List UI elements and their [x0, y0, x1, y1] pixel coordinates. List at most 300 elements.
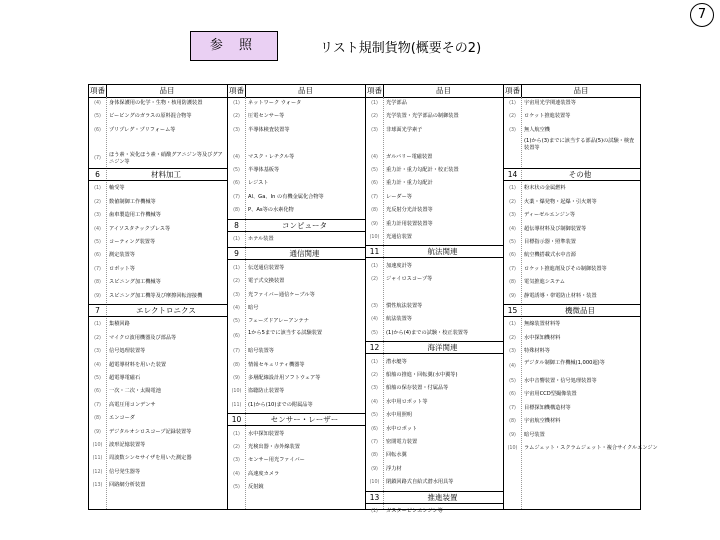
item-row — [504, 333, 640, 344]
item-row — [366, 192, 503, 203]
item-row — [366, 219, 503, 230]
reference-label-box: 参 照 — [190, 31, 278, 61]
item-row — [366, 152, 503, 163]
item-code: (2) — [94, 199, 101, 205]
item-row — [228, 429, 365, 440]
item-text: 重力計・重力勾配計・校正装置 — [386, 167, 459, 173]
item-row — [366, 205, 503, 216]
item-code: (1) — [371, 359, 378, 365]
item-text: デジタルオシロスコープ記録装置等 — [109, 428, 192, 435]
item-code: (8) — [233, 362, 240, 368]
item-code: (1) — [233, 237, 240, 242]
item-text: ロケット推進剤及びその制御装置等 — [524, 265, 607, 272]
item-text: フェーズドアレーアンテナ — [248, 318, 309, 325]
item-row — [366, 232, 503, 243]
item-text: 光反射分光計装置等 — [386, 207, 433, 214]
item-text: マスク・レチクル等 — [248, 153, 295, 160]
item-code: (5) — [233, 168, 240, 173]
category-row — [366, 341, 503, 354]
item-text: スピニング加工機械等 — [109, 279, 161, 286]
item-code: (8) — [371, 208, 378, 214]
column-header — [89, 85, 227, 98]
item-code: (5) — [509, 240, 516, 245]
item-row — [228, 303, 365, 314]
item-text: 水中用照明 — [386, 412, 412, 419]
item-row — [89, 427, 227, 438]
item-code: (10) — [231, 389, 242, 395]
item-code: (1) — [233, 101, 240, 106]
item-row — [504, 98, 640, 109]
category-row — [89, 168, 227, 181]
item-row — [89, 346, 227, 357]
page-number-badge: 7 — [690, 3, 714, 27]
item-code: (4) — [94, 362, 101, 368]
item-row — [504, 183, 640, 194]
item-row — [228, 442, 365, 453]
item-text: 半導体基板等 — [248, 167, 280, 173]
item-row — [504, 125, 640, 136]
item-text: その他 — [568, 170, 592, 179]
item-text: 航空機搭載式水中音源 — [524, 252, 576, 259]
item-code: (6) — [233, 181, 240, 187]
item-row — [89, 224, 227, 235]
item-text: デジタル制御工作機械(1,000超)等 — [524, 359, 605, 366]
item-row — [366, 370, 503, 381]
item-code: (13) — [92, 483, 103, 489]
item-code: (4) — [233, 154, 240, 160]
header-item-number: 項番 — [367, 86, 382, 95]
item-row — [366, 111, 503, 122]
page-title: リスト規制貨物(概要その2) — [320, 41, 482, 56]
item-text: 身体保護用の化学・生物・核用防護装置 — [109, 100, 203, 106]
item-text: ロボット等 — [109, 265, 135, 272]
item-text: 光学部品 — [386, 100, 407, 106]
item-text: 密閉電力装置 — [386, 439, 418, 445]
item-text: 周波数シンセサイザを用いた測定器 — [109, 455, 192, 462]
item-code: (3) — [509, 349, 516, 355]
item-text: 高電圧用コンデンサ — [109, 401, 156, 408]
item-text: アイソスタチックプレス等 — [109, 225, 171, 232]
item-text: コーティング装置等 — [109, 239, 156, 245]
item-text: 水中用ロボット等 — [386, 398, 428, 405]
item-row — [504, 430, 640, 441]
item-text: 測定装置等 — [109, 252, 135, 259]
item-row — [89, 467, 227, 478]
item-row — [228, 152, 365, 163]
item-row — [504, 250, 640, 261]
item-text: 潜水艇等 — [386, 358, 407, 365]
item-code: (6) — [94, 127, 101, 133]
item-code: (6) — [371, 426, 378, 432]
item-text: 信号処理装置等 — [109, 348, 146, 355]
item-text: Al、Ga、In の有機金属化合物等 — [248, 193, 324, 200]
item-row — [504, 111, 640, 122]
item-code: (7) — [94, 155, 101, 161]
item-code: (3) — [94, 349, 101, 355]
item-row — [228, 469, 365, 480]
item-code: (6) — [371, 181, 378, 187]
header-item-number: 項番 — [229, 86, 244, 95]
item-text: 火薬・爆発物・起爆・引火剤等 — [524, 198, 597, 205]
item-text: 航法関連 — [427, 247, 458, 257]
item-code: (1) — [233, 431, 240, 437]
item-code — [89, 138, 106, 149]
item-row — [228, 360, 365, 371]
category-row — [228, 413, 365, 426]
item-text: マイクロ波用機器及び部品等 — [109, 334, 177, 341]
item-code: (7) — [509, 266, 516, 272]
item-text: 宇宙用光学関連装置等 — [524, 100, 576, 106]
item-text: 軸受等 — [109, 185, 125, 192]
item-row — [504, 389, 640, 400]
item-text: 機微品目 — [565, 306, 595, 315]
item-row — [89, 138, 227, 149]
item-text: 暗号 — [248, 305, 259, 311]
item-text: 重力計用装置装置等 — [386, 220, 433, 227]
item-text: P、As等の水素化物 — [248, 207, 294, 214]
item-row — [504, 376, 640, 387]
item-code: (3) — [371, 304, 378, 309]
item-text: ほう素・炭化ほう素・硝酸グアニジン等及びグアニジン等 — [109, 151, 223, 165]
item-row — [228, 316, 365, 327]
item-row — [366, 261, 503, 272]
item-text: ロケット推進装置等 — [524, 113, 571, 120]
item-text: ビーピングのガラスの原料混合物等 — [109, 113, 192, 120]
item-text: 一次・二次・太陽電池 — [109, 388, 161, 395]
item-code: (4) — [371, 154, 378, 160]
item-text: 多層配線設計用ソフトウェア等 — [248, 375, 321, 381]
header-item-name: 品目 — [159, 86, 175, 95]
item-text: 水中探知機材料 — [524, 334, 561, 341]
item-code: (8) — [509, 280, 516, 286]
item-code: (6) — [233, 333, 240, 339]
item-code: (4) — [509, 363, 516, 369]
item-row — [89, 413, 227, 424]
item-text: 光通信装置 — [386, 234, 412, 240]
item-code: 12 — [369, 343, 380, 353]
item-row — [504, 291, 640, 302]
item-code: 15 — [507, 306, 518, 315]
header-item-name: 品目 — [436, 86, 451, 95]
item-code: (5) — [371, 413, 378, 419]
item-text: ガルバリー電磁装置 — [386, 153, 433, 160]
item-code: (1) — [371, 509, 378, 514]
item-row — [89, 277, 227, 288]
item-code: (3) — [233, 458, 240, 464]
item-row — [504, 224, 640, 235]
category-row — [89, 304, 227, 317]
item-text: 目標指示器・照準装置 — [524, 239, 576, 245]
item-code: (2) — [509, 199, 516, 205]
item-code: 14 — [507, 170, 518, 179]
item-code: (11) — [92, 456, 103, 462]
header-item-name: 品目 — [573, 86, 589, 95]
item-text: 電子式交換装置 — [248, 278, 285, 285]
item-text: 光検出器・赤外線装置 — [248, 444, 300, 450]
item-row — [89, 210, 227, 221]
item-code: 9 — [234, 249, 239, 259]
item-row — [228, 234, 365, 245]
item-code: (9) — [371, 221, 378, 227]
item-text: 光学装置・光学部品の制御装置 — [386, 113, 459, 120]
item-row — [366, 178, 503, 189]
item-text: 材料加工 — [151, 170, 181, 179]
item-row — [366, 328, 503, 339]
item-text: スピニング加工機等及び摩擦回転溶接機 — [109, 292, 203, 299]
item-code: (9) — [509, 293, 516, 299]
item-code: (5) — [371, 168, 378, 173]
item-code: 6 — [95, 170, 100, 179]
item-code: (9) — [371, 466, 378, 472]
item-code: (7) — [233, 349, 240, 355]
item-text: 宇宙航空機材料 — [524, 418, 561, 425]
item-text: 数値制御工作機械等 — [109, 198, 156, 205]
item-row — [366, 301, 503, 312]
item-code: (2) — [509, 335, 516, 341]
item-code: (6) — [94, 253, 101, 259]
item-code: (4) — [371, 317, 378, 323]
item-row — [228, 205, 365, 216]
item-row — [89, 125, 227, 136]
item-text: 高速度カメラ — [248, 470, 280, 477]
item-code: 10 — [231, 415, 242, 425]
item-row — [366, 274, 503, 285]
item-row — [366, 357, 503, 368]
item-row — [504, 138, 640, 152]
header-item-number: 項番 — [90, 86, 105, 95]
item-code: (1) — [509, 186, 516, 192]
item-row — [504, 210, 640, 221]
item-row — [366, 477, 503, 488]
item-row — [366, 424, 503, 435]
item-text: 伝送通信装置等 — [248, 264, 285, 271]
item-row — [366, 125, 503, 136]
item-row — [504, 319, 640, 330]
item-text: センサー・レーザー — [270, 415, 339, 425]
item-code: (3) — [94, 213, 101, 219]
item-row — [366, 98, 503, 109]
column-header — [228, 85, 365, 98]
item-row — [89, 197, 227, 208]
item-code: (11) — [231, 402, 242, 408]
item-code: (7) — [371, 194, 378, 200]
item-text: センサー用光ファイバー — [248, 457, 305, 464]
item-code: (3) — [371, 386, 378, 392]
header-item-number: 項番 — [505, 86, 520, 95]
item-code: 13 — [369, 492, 380, 502]
item-row — [228, 192, 365, 203]
item-code: (7) — [233, 194, 240, 200]
item-code: (8) — [509, 419, 516, 425]
item-text: (1)から(3)までに該当する部品(5)の試験・検査装置等 — [524, 138, 635, 152]
item-code: (4) — [233, 306, 240, 311]
item-code: (7) — [94, 402, 101, 408]
item-code: (9) — [509, 432, 516, 438]
item-code: (3) — [371, 127, 378, 133]
item-text: ネットワーク ウォータ — [248, 100, 302, 106]
item-code: (4) — [371, 399, 378, 405]
category-row — [504, 168, 640, 181]
item-text: 水中探知装置等 — [248, 430, 285, 437]
item-code: (1) — [509, 101, 516, 106]
category-row — [366, 245, 503, 258]
item-text: 信号発生器等 — [109, 468, 141, 475]
item-code: (7) — [94, 266, 101, 272]
item-row — [366, 506, 503, 517]
item-code: (1) — [371, 263, 378, 269]
item-code: (4) — [233, 471, 240, 477]
item-text: ジャイロスコープ等 — [386, 276, 433, 283]
table-column-2 — [227, 85, 365, 509]
item-code: (10) — [369, 235, 380, 240]
item-row — [89, 237, 227, 248]
item-row — [504, 264, 640, 275]
item-row — [228, 98, 365, 109]
item-text: エレクトロニクス — [136, 306, 196, 315]
item-text: 目標探知機構造材等 — [524, 404, 571, 411]
item-text: エンコーダ — [109, 415, 135, 422]
item-row — [89, 360, 227, 371]
item-text: 慣性航法装置等 — [386, 303, 423, 309]
item-row — [89, 400, 227, 411]
item-text: コンピュータ — [282, 220, 327, 230]
item-code: (9) — [233, 376, 240, 381]
item-code: (10) — [92, 443, 103, 448]
item-code: (3) — [509, 127, 516, 133]
item-code: (1) — [233, 265, 240, 271]
item-text: 超電導電磁石 — [109, 375, 141, 381]
item-code: (3) — [233, 292, 240, 298]
item-code: (2) — [371, 373, 378, 378]
item-row — [228, 346, 365, 357]
item-row — [504, 197, 640, 208]
item-row — [228, 165, 365, 176]
item-text: レーダー等 — [386, 193, 412, 200]
item-code: (8) — [371, 453, 378, 459]
table-column-4 — [503, 85, 658, 509]
item-row — [89, 111, 227, 122]
item-row — [89, 480, 227, 491]
item-text: 通信関連 — [289, 249, 320, 259]
item-row — [366, 410, 503, 421]
item-row — [89, 373, 227, 384]
item-text: 回転水翼 — [386, 452, 407, 459]
category-row — [504, 304, 640, 317]
item-code: (6) — [509, 253, 516, 259]
column-header — [366, 85, 503, 98]
item-text: 情報セキュリティ機器等 — [248, 361, 305, 368]
category-row — [366, 491, 503, 504]
item-code: (9) — [94, 293, 101, 299]
category-row — [228, 219, 365, 232]
item-text: ガスタービンエンジン等 — [386, 508, 443, 514]
item-text: 半導体検査装置等 — [248, 126, 290, 133]
item-code: (7) — [509, 405, 516, 411]
item-text: 航法装置等 — [386, 316, 412, 323]
item-row — [89, 183, 227, 194]
item-code: (5) — [371, 330, 378, 336]
item-code: (2) — [94, 335, 101, 341]
item-code: (12) — [92, 469, 103, 475]
item-text: 集積回路 — [109, 321, 130, 328]
item-code: (2) — [371, 114, 378, 120]
item-text: 波形記憶装置等 — [109, 442, 146, 448]
item-row — [366, 437, 503, 448]
item-text: 水中音響装置・信号処理装置等 — [524, 378, 597, 384]
item-code: (8) — [94, 416, 101, 422]
item-code: (10) — [507, 446, 518, 451]
item-row — [366, 450, 503, 461]
item-row — [504, 277, 640, 288]
item-code: (3) — [233, 127, 240, 133]
item-text: 光ファイバー通信ケーブル等 — [248, 291, 315, 298]
item-code: (7) — [371, 440, 378, 445]
item-text: 水中ロボット — [386, 425, 418, 432]
item-code — [366, 138, 383, 149]
item-code: (6) — [509, 392, 516, 398]
item-code: (9) — [94, 429, 101, 435]
item-row — [366, 383, 503, 394]
item-row — [366, 288, 503, 299]
item-row — [228, 455, 365, 466]
item-row — [504, 155, 640, 166]
item-text: プリプレグ・プリフォーム等 — [109, 126, 176, 133]
category-row — [228, 247, 365, 260]
item-row — [366, 138, 503, 149]
item-row — [228, 373, 365, 384]
item-text: 暗号装置 — [524, 431, 545, 438]
table-column-3 — [365, 85, 503, 514]
header-item-name: 品目 — [298, 86, 313, 95]
item-text: 推進装置 — [427, 492, 458, 502]
item-row — [504, 403, 640, 414]
item-row — [504, 443, 658, 454]
item-code: (1) — [94, 322, 101, 328]
item-row — [228, 276, 365, 287]
item-code — [504, 138, 521, 152]
item-code: (5) — [94, 240, 101, 245]
item-text: 閉鎖回路式自給式潜水用具等 — [386, 479, 454, 486]
item-text: ホテル装置 — [248, 236, 274, 242]
item-row — [366, 464, 503, 475]
item-text: 反射鏡 — [248, 484, 264, 491]
item-row — [228, 178, 365, 189]
item-text: 静電誘導・帯電防止材料・装置 — [524, 292, 597, 299]
item-text: 圧電センサー等 — [248, 113, 285, 120]
item-code — [366, 288, 383, 299]
item-text: 粉末状の金属燃料 — [524, 185, 566, 192]
item-text: 重力計・重力勾配計 — [386, 180, 433, 187]
item-row — [228, 263, 365, 274]
column-header — [504, 85, 640, 98]
item-text: 船舶の保存装置・付属品等 — [386, 385, 449, 392]
item-row — [228, 482, 365, 493]
item-text: 特殊材料等 — [524, 348, 550, 355]
item-row — [89, 98, 227, 109]
item-row — [228, 400, 365, 411]
item-row — [504, 346, 640, 357]
item-code: (3) — [509, 213, 516, 219]
item-row — [89, 250, 227, 261]
item-row — [89, 264, 227, 275]
item-text: 無人航空機 — [524, 126, 550, 133]
item-row — [504, 237, 640, 248]
item-row — [89, 386, 227, 397]
item-row — [89, 152, 227, 166]
item-code: (5) — [233, 485, 240, 491]
item-row — [89, 440, 227, 451]
table-column-1 — [89, 85, 227, 509]
